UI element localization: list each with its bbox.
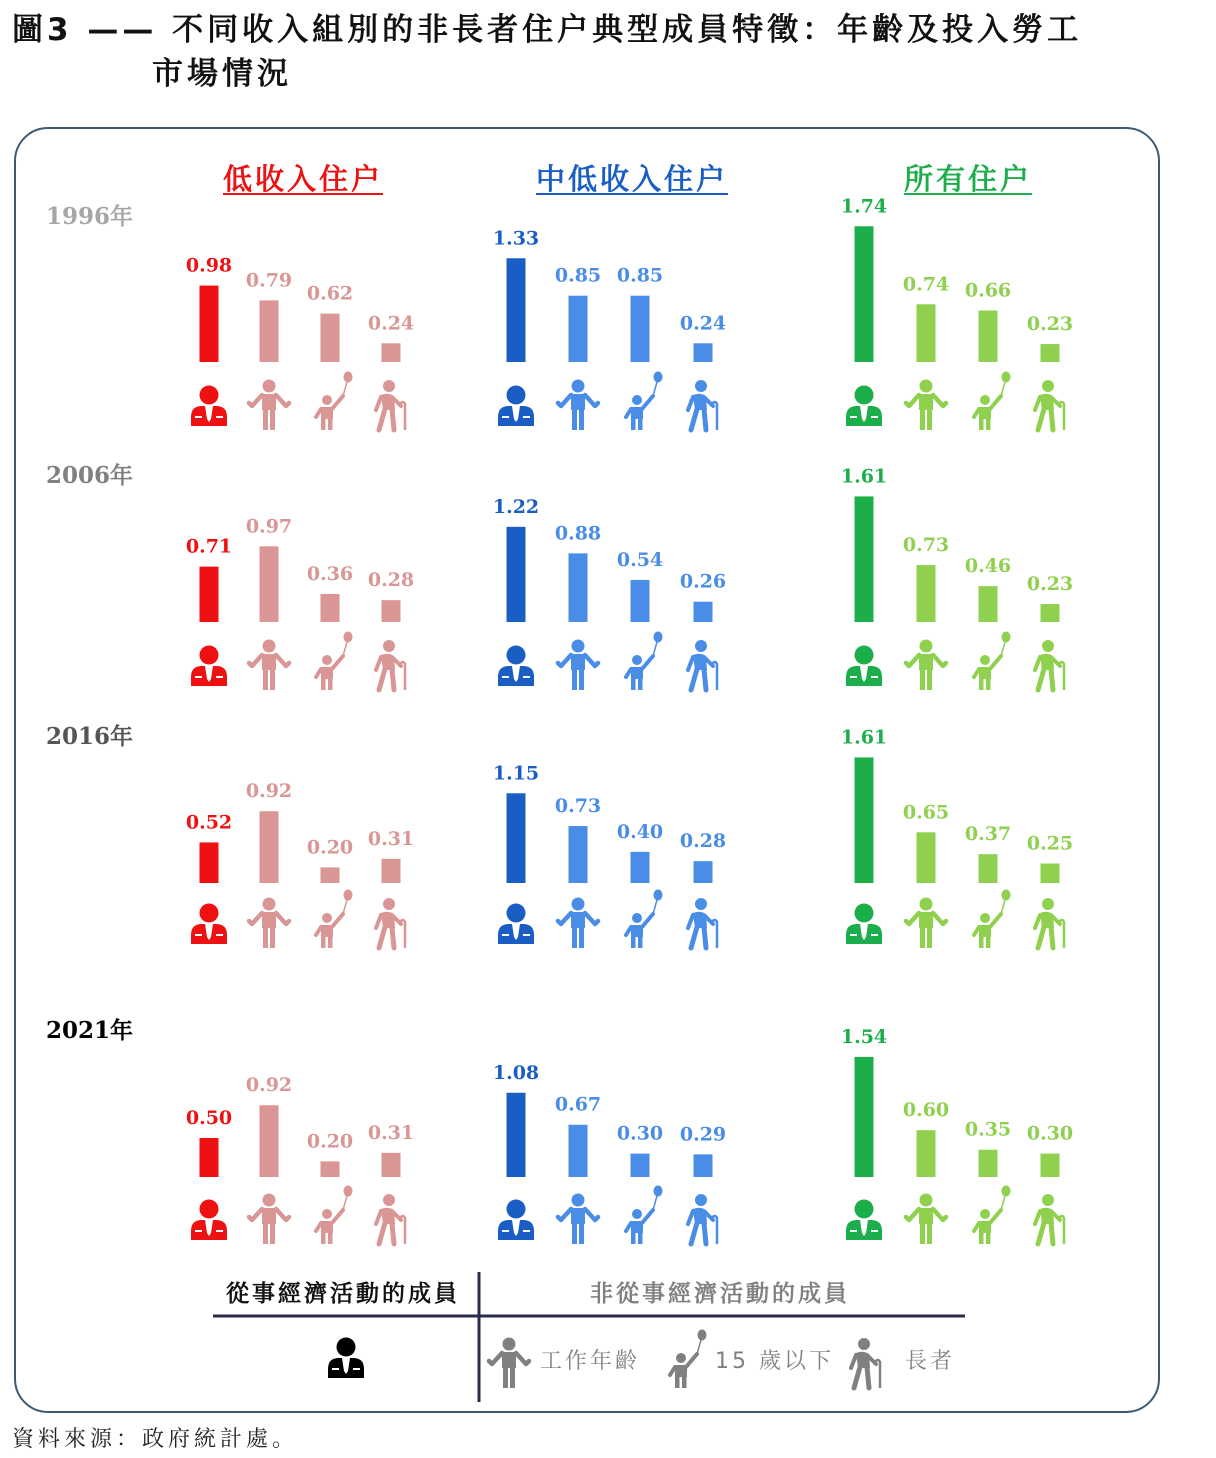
bar-1-1-active-member xyxy=(507,527,526,622)
person-business-icon xyxy=(191,386,227,427)
bar-1-1-elder xyxy=(694,602,713,622)
person-business-icon xyxy=(846,1200,882,1241)
value-label-2-1-under-15: 0.40 xyxy=(616,820,664,843)
value-label-1-2-under-15: 0.46 xyxy=(964,555,1012,578)
value-label-1-0-working-age: 0.97 xyxy=(245,515,293,538)
child-balloon-icon xyxy=(974,632,1011,691)
bar-1-0-under-15 xyxy=(321,594,340,622)
bar-3-0-working-age xyxy=(260,1105,279,1177)
value-label-2-0-elder: 0.31 xyxy=(367,827,415,850)
bar-2-1-elder xyxy=(694,861,713,883)
legend-item-label-0: 工作年齡 xyxy=(540,1349,641,1374)
value-label-2-2-active-member: 1.61 xyxy=(840,726,888,749)
value-label-1-2-elder: 0.23 xyxy=(1026,573,1074,596)
bar-2-2-elder xyxy=(1041,864,1060,884)
value-label-0-2-active-member: 1.74 xyxy=(840,195,888,218)
bar-1-2-elder xyxy=(1041,604,1060,622)
person-business-icon xyxy=(846,904,882,945)
bar-2-0-active-member xyxy=(200,842,219,883)
child-balloon-icon xyxy=(316,1186,353,1245)
person-business-icon xyxy=(498,904,534,945)
elder-cane-icon xyxy=(376,898,405,948)
bar-1-2-under-15 xyxy=(979,586,998,622)
person-business-icon xyxy=(846,646,882,687)
value-label-1-1-active-member: 1.22 xyxy=(492,495,540,518)
bar-0-2-working-age xyxy=(917,304,936,362)
person-standing-icon xyxy=(558,898,598,949)
value-label-3-1-working-age: 0.67 xyxy=(554,1093,602,1116)
value-label-0-2-elder: 0.23 xyxy=(1026,313,1074,336)
bar-1-1-working-age xyxy=(569,553,588,622)
bar-2-2-working-age xyxy=(917,832,936,883)
value-label-0-1-elder: 0.24 xyxy=(679,312,727,335)
value-label-2-1-working-age: 0.73 xyxy=(554,795,602,818)
person-standing-icon xyxy=(906,380,946,431)
person-standing-icon xyxy=(558,640,598,691)
bar-0-2-active-member xyxy=(855,226,874,362)
person-business-icon xyxy=(498,386,534,427)
year-label-2: 2016年 xyxy=(46,723,134,750)
value-label-3-1-active-member: 1.08 xyxy=(492,1061,540,1084)
value-label-3-1-elder: 0.29 xyxy=(679,1123,727,1146)
bar-1-1-under-15 xyxy=(631,580,650,622)
elder-cane-icon xyxy=(688,898,717,948)
person-standing-icon xyxy=(906,898,946,949)
bar-0-0-active-member xyxy=(200,286,219,362)
person-standing-icon xyxy=(249,1194,289,1245)
group-header-1: 中低收入住户 xyxy=(535,162,729,196)
child-balloon-icon xyxy=(626,1186,663,1245)
value-label-3-2-active-member: 1.54 xyxy=(840,1025,888,1048)
person-business-icon xyxy=(191,904,227,945)
value-label-0-2-working-age: 0.74 xyxy=(902,273,950,296)
elder-cane-icon xyxy=(851,1338,880,1388)
bar-3-0-under-15 xyxy=(321,1161,340,1177)
child-balloon-icon xyxy=(974,890,1011,949)
value-label-1-2-active-member: 1.61 xyxy=(840,465,888,488)
value-label-1-0-active-member: 0.71 xyxy=(185,535,233,558)
person-standing-icon xyxy=(558,380,598,431)
bar-2-2-active-member xyxy=(855,757,874,883)
elder-cane-icon xyxy=(1035,1194,1064,1244)
person-business-icon xyxy=(846,386,882,427)
value-label-1-1-under-15: 0.54 xyxy=(616,548,664,571)
child-balloon-icon xyxy=(974,372,1011,431)
bar-3-2-elder xyxy=(1041,1154,1060,1177)
person-business-icon xyxy=(191,1200,227,1241)
value-label-2-1-elder: 0.28 xyxy=(679,830,727,853)
value-label-3-0-working-age: 0.92 xyxy=(245,1074,293,1097)
person-standing-icon xyxy=(249,898,289,949)
value-label-3-2-working-age: 0.60 xyxy=(902,1099,950,1122)
bar-3-1-under-15 xyxy=(631,1154,650,1177)
elder-cane-icon xyxy=(376,640,405,690)
elder-cane-icon xyxy=(376,380,405,430)
value-label-0-1-working-age: 0.85 xyxy=(554,264,602,287)
bar-3-2-working-age xyxy=(917,1130,936,1177)
value-label-3-1-under-15: 0.30 xyxy=(616,1122,664,1145)
title-line-2: 市場情況 xyxy=(152,56,292,92)
bar-2-0-under-15 xyxy=(321,867,340,883)
value-label-3-0-elder: 0.31 xyxy=(367,1121,415,1144)
person-business-icon xyxy=(498,1200,534,1241)
bar-2-1-working-age xyxy=(569,826,588,883)
bar-0-0-working-age xyxy=(260,300,279,362)
child-balloon-icon xyxy=(316,890,353,949)
person-standing-icon xyxy=(906,1194,946,1245)
child-balloon-icon xyxy=(626,372,663,431)
bar-3-1-active-member xyxy=(507,1093,526,1177)
value-label-3-2-elder: 0.30 xyxy=(1026,1122,1074,1145)
elder-cane-icon xyxy=(376,1194,405,1244)
title-line-1: 圖3 —— 不同收入組別的非長者住户典型成員特徵：年齡及投入勞工 xyxy=(12,12,1083,48)
bar-3-1-elder xyxy=(694,1154,713,1177)
value-label-0-0-elder: 0.24 xyxy=(367,312,415,335)
bar-0-0-under-15 xyxy=(321,314,340,362)
value-label-0-0-under-15: 0.62 xyxy=(306,282,354,305)
value-label-1-0-under-15: 0.36 xyxy=(306,562,354,585)
bar-3-2-active-member xyxy=(855,1057,874,1177)
elder-cane-icon xyxy=(1035,898,1064,948)
person-standing-icon xyxy=(489,1338,529,1389)
child-balloon-icon xyxy=(670,1330,707,1389)
person-business-icon xyxy=(498,646,534,687)
bar-2-1-under-15 xyxy=(631,852,650,883)
value-label-2-0-working-age: 0.92 xyxy=(245,780,293,803)
value-label-3-0-under-15: 0.20 xyxy=(306,1130,354,1153)
value-label-0-2-under-15: 0.66 xyxy=(964,279,1012,302)
bar-3-0-active-member xyxy=(200,1138,219,1177)
legend-active-title: 從事經濟活動的成員 xyxy=(226,1281,460,1307)
value-label-2-0-under-15: 0.20 xyxy=(306,836,354,859)
child-balloon-icon xyxy=(626,890,663,949)
value-label-0-0-active-member: 0.98 xyxy=(185,254,233,277)
bar-3-1-working-age xyxy=(569,1125,588,1177)
value-label-2-2-elder: 0.25 xyxy=(1026,832,1074,855)
value-label-0-1-active-member: 1.33 xyxy=(492,227,540,250)
person-standing-icon xyxy=(906,640,946,691)
bar-1-0-working-age xyxy=(260,546,279,622)
elder-cane-icon xyxy=(688,380,717,430)
elder-cane-icon xyxy=(1035,380,1064,430)
bar-2-0-elder xyxy=(382,859,401,883)
bar-0-1-active-member xyxy=(507,258,526,362)
elder-cane-icon xyxy=(1035,640,1064,690)
value-label-1-0-elder: 0.28 xyxy=(367,569,415,592)
person-business-icon xyxy=(328,1338,364,1379)
year-label-0: 1996年 xyxy=(46,203,134,230)
bar-1-2-active-member xyxy=(855,496,874,622)
bar-1-0-elder xyxy=(382,600,401,622)
value-label-0-0-working-age: 0.79 xyxy=(245,269,293,292)
child-balloon-icon xyxy=(316,632,353,691)
legend-inactive-title: 非從事經濟活動的成員 xyxy=(590,1281,850,1307)
bar-2-2-under-15 xyxy=(979,854,998,883)
bar-1-2-working-age xyxy=(917,565,936,622)
child-balloon-icon xyxy=(974,1186,1011,1245)
group-header-0: 低收入住户 xyxy=(222,162,384,196)
person-standing-icon xyxy=(249,380,289,431)
bar-2-0-working-age xyxy=(260,811,279,883)
child-balloon-icon xyxy=(626,632,663,691)
child-balloon-icon xyxy=(316,372,353,431)
value-label-3-0-active-member: 0.50 xyxy=(185,1107,233,1129)
source-note: 資料來源：政府統計處。 xyxy=(12,1427,299,1452)
bar-0-2-elder xyxy=(1041,344,1060,362)
legend-item-label-2: 長者 xyxy=(905,1349,956,1374)
bar-3-0-elder xyxy=(382,1153,401,1177)
bar-0-0-elder xyxy=(382,343,401,362)
year-label-1: 2006年 xyxy=(46,462,134,489)
value-label-2-2-under-15: 0.37 xyxy=(964,823,1012,846)
elder-cane-icon xyxy=(688,1194,717,1244)
bar-0-2-under-15 xyxy=(979,311,998,362)
bar-3-2-under-15 xyxy=(979,1150,998,1177)
legend-item-label-1: 15 歲以下 xyxy=(715,1349,834,1374)
group-header-2: 所有住户 xyxy=(903,162,1033,196)
value-label-1-2-working-age: 0.73 xyxy=(902,534,950,557)
bar-1-0-active-member xyxy=(200,567,219,622)
value-label-1-1-elder: 0.26 xyxy=(679,570,727,593)
value-label-1-1-working-age: 0.88 xyxy=(554,522,602,545)
person-standing-icon xyxy=(249,640,289,691)
value-label-2-0-active-member: 0.52 xyxy=(185,811,233,834)
value-label-3-2-under-15: 0.35 xyxy=(964,1118,1012,1141)
person-standing-icon xyxy=(558,1194,598,1245)
value-label-2-1-active-member: 1.15 xyxy=(492,762,540,785)
bar-0-1-elder xyxy=(694,343,713,362)
value-label-0-1-under-15: 0.85 xyxy=(616,264,664,287)
bar-0-1-working-age xyxy=(569,296,588,362)
value-label-2-2-working-age: 0.65 xyxy=(902,801,950,824)
elder-cane-icon xyxy=(688,640,717,690)
year-label-3: 2021年 xyxy=(46,1017,134,1044)
bar-0-1-under-15 xyxy=(631,296,650,362)
person-business-icon xyxy=(191,646,227,687)
bar-2-1-active-member xyxy=(507,793,526,883)
